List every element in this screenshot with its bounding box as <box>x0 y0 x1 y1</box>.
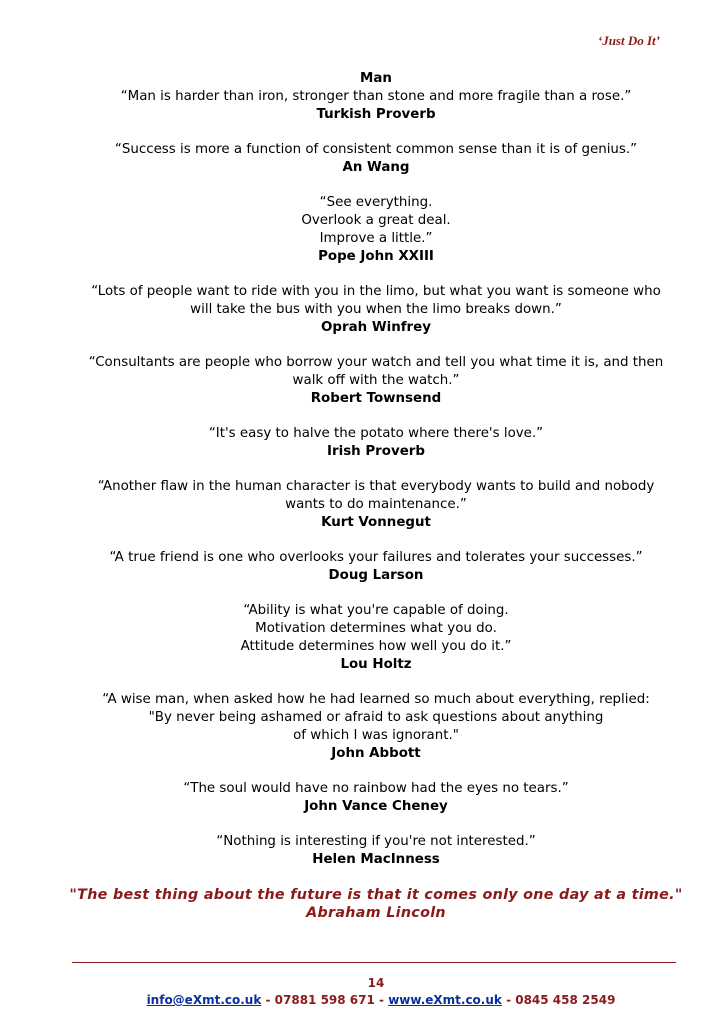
quote-text-line: of which I was ignorant." <box>293 728 459 743</box>
website-link[interactable]: www.eXmt.co.uk <box>388 993 502 1007</box>
quote-text-line: “Man is harder than iron, stronger than stone and more fragile than a rose.” <box>120 89 632 104</box>
quote-text-line: “Nothing is interesting if you're not interested.” <box>216 834 536 849</box>
quote-text-line: will take the bus with you when the limo breaks down.” <box>190 302 562 317</box>
quote-author: An Wang <box>342 160 410 175</box>
highlight-quote <box>60 886 692 922</box>
quote-author: Pope John XXIII <box>318 249 434 264</box>
quote-text-line: Improve a little.” <box>319 231 433 246</box>
quote-author: Oprah Winfrey <box>321 320 431 335</box>
quote-text-line: walk off with the watch.” <box>292 373 460 388</box>
quote-block <box>60 141 692 177</box>
quote-author: John Vance Cheney <box>304 799 448 814</box>
quote-text-line: Attitude determines how well you do it.” <box>240 639 512 654</box>
quotes-section <box>60 70 692 939</box>
quote-text-line: “Success is more a function of consistent common sense than it is of genius.” <box>114 142 638 157</box>
quote-author: Doug Larson <box>328 568 424 583</box>
quote-block <box>60 283 692 337</box>
quote-block <box>60 88 692 124</box>
quote-text-line: “A true friend is one who overlooks your failures and tolerates your successes.” <box>109 550 643 565</box>
quote-text-line: Motivation determines what you do. <box>255 621 497 636</box>
footer-separator: - <box>374 993 389 1007</box>
quote-block <box>60 354 692 408</box>
quote-text-line: “See everything. <box>319 195 433 210</box>
quote-text-line: “The soul would have no rainbow had the eyes no tears.” <box>183 781 569 796</box>
quote-block <box>60 833 692 869</box>
quote-text-line: “Another flaw in the human character is that everybody wants to build and nobody <box>97 479 655 494</box>
quote-block <box>60 780 692 816</box>
quote-author: Irish Proverb <box>327 444 425 459</box>
quote-text-line: “Lots of people want to ride with you in the limo, but what you want is someone who <box>91 284 661 299</box>
footer-contact <box>0 993 728 1007</box>
footer-separator: - <box>261 993 275 1007</box>
quote-block <box>60 194 692 266</box>
phone-mobile: 07881 598 671 <box>274 993 375 1007</box>
header-title: ‘Just Do It’ <box>597 33 660 48</box>
footer-divider <box>72 962 676 963</box>
highlight-quote-author: Abraham Lincoln <box>306 905 446 921</box>
quote-block <box>60 425 692 461</box>
phone-landline: 0845 458 2549 <box>515 993 616 1007</box>
page-number: 14 <box>367 976 385 990</box>
quote-author: Kurt Vonnegut <box>321 515 431 530</box>
quote-text-line: “It's easy to halve the potato where there's love.” <box>208 426 544 441</box>
quote-author: Helen MacInness <box>312 852 440 867</box>
quote-list <box>60 88 692 869</box>
quote-text-line: "By never being ashamed or afraid to ask questions about anything <box>148 710 604 725</box>
quote-block <box>60 602 692 674</box>
footer-separator: - <box>501 993 516 1007</box>
quote-text-line: Overlook a great deal. <box>301 213 451 228</box>
email-link[interactable]: info@eXmt.co.uk <box>146 993 262 1007</box>
quote-author: Turkish Proverb <box>316 107 436 122</box>
highlight-quote-text: "The best thing about the future is that it comes only one day at a time." <box>69 887 683 903</box>
quote-text-line: “A wise man, when asked how he had learned so much about everything, replied: <box>102 692 650 707</box>
intro-heading: Man <box>360 71 392 86</box>
quote-author: Robert Townsend <box>310 391 442 406</box>
quote-author: Lou Holtz <box>340 657 412 672</box>
quote-block <box>60 549 692 585</box>
quote-text-line: wants to do maintenance.” <box>285 497 467 512</box>
quote-author: John Abbott <box>331 746 421 761</box>
quote-text-line: “Consultants are people who borrow your watch and tell you what time it is, and then <box>88 355 664 370</box>
quote-block <box>60 691 692 763</box>
quote-text-line: “Ability is what you're capable of doing. <box>243 603 509 618</box>
quote-block <box>60 478 692 532</box>
